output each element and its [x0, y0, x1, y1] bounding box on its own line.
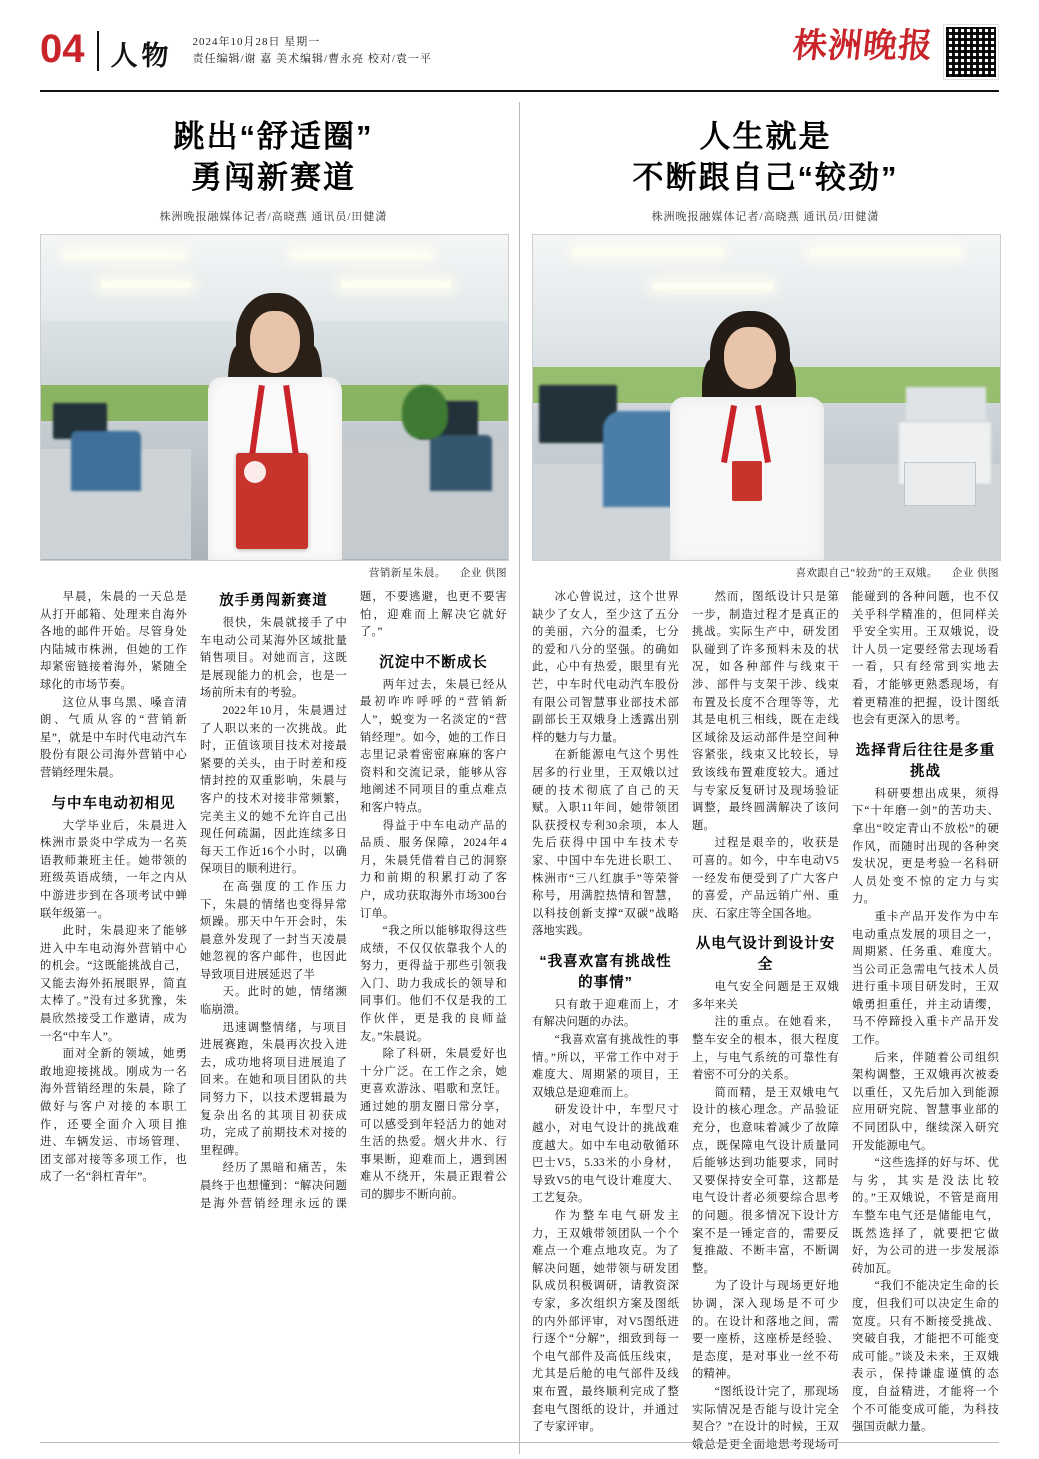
right-headline-line1: 人生就是	[699, 119, 832, 154]
paragraph: “我之所以能够取得这些成绩，不仅仅依靠我个人的努力，更得益于那些引领我入门、助力我成长的领导和同事们。他们不仅是我的工作伙伴，更是我的良师益友。”朱晨说。	[360, 925, 507, 1043]
paragraph: 2022年10月，朱晨遇过了人职以来的一次挑战。此时，正值该项目技术对接最紧要的关头，由于时差和疫情封控的双重影响，朱晨与客户的技术对接非常频繁，完美主义的她不允许自己出现任何疏漏，因此连续多日每天工作近16个小时，以确保项目的顺利进行。	[200, 704, 347, 876]
publication-date: 2024年10月28日 星期一	[192, 36, 321, 48]
paragraph: 电气安全问题是王双娥多年来关	[692, 981, 839, 1011]
right-photo-credit: 企业 供图	[951, 568, 999, 579]
subheading: “我喜欢富有挑战性的事情”	[539, 953, 672, 991]
editor-credits: 责任编辑/谢 嘉 美术编辑/曹永亮 校对/袁一平	[192, 53, 432, 65]
paragraph: “我们不能决定生命的长度，但我们可以决定生命的宽度。只有不断接受挑战、突破自我，才能把不可能变成可能。”谈及未来，王双娥表示，保持谦虚谨慎的态度，自益精进，才能将一个个不可能变成可能，为科技强国贡献力量。	[852, 1280, 999, 1434]
photo-subject	[180, 293, 370, 561]
paragraph: “这些选择的好与坏、优与劣，其实是没法比较的。”王双娥说，不管是商用车整车电气还是储能电气，既然选择了，就要把它做好，为公司的进一步发展添砖加瓦。	[852, 1157, 999, 1275]
paragraph: 天。此时的她，情绪濒临崩溃。	[200, 986, 347, 1017]
paragraph: 冰心曾说过，这个世界缺少了女人，至少这了五分的美丽，六分的温柔，七分的爱和八分的坚强。的确如此，心中有热爱，眼里有光芒，中车时代电动汽车股份有限公司智慧事业部技术部副部长王双娥身上透露出别样的魅力与力量。	[532, 591, 679, 744]
paragraph: 得益于中车电动产品的品质、服务保障，2024年4月，朱晨凭借着自己的洞察力和前期的积累打动了客户，成功获取海外市场300台订单。	[360, 819, 507, 920]
section-title: 人物	[110, 41, 173, 71]
right-article-photo	[532, 234, 1001, 561]
paragraph: 在新能源电气这个男性居多的行业里，王双娥以过硬的技术彻底了自己的天赋。入职11年间，她带领团队获授权专利30余项，本人先后获得中国中车技术专家、中国中车先进长职工、株洲市“三八红旗手”等荣誉称号，用满腔热情和智慧，以科技创新支撑“双碳”战略落地实践。	[532, 749, 679, 938]
paragraph: “图纸设计完了，那现场实际情况是否能与设计完全契合？”在设计的时候，王双娥总是更全面地思考现场可能碰到的各种问题，也不仅关乎科学精准的，但同样关乎安全实用。王双娥说，设计人员一定要经常去现场看一看，只有经常到实地去看，才能够更熟悉现场，有着更精准的把握，设计图纸也会有更深入的思考。	[692, 591, 999, 1451]
subheading: 与中车电动初相见	[51, 795, 176, 812]
right-photo-caption: 喜欢跟自己“较劲”的王双娥。 企业 供图	[795, 568, 999, 579]
left-headline-line1: 跳出“舒适圈”	[173, 119, 374, 154]
masthead	[40, 28, 999, 92]
paper-logo: 株洲晚报	[791, 28, 935, 65]
paragraph: 大学毕业后，朱晨进入株洲市景炎中学成为一名英语教师兼班主任。她带领的班级英语成绩，一年之内从中游进步到在各项考试中蝉联年级第一。	[40, 819, 187, 920]
page-bottom-rule	[40, 1442, 999, 1443]
paragraph: 只有敢于迎难而上，才有解决问题的办法。	[532, 998, 679, 1029]
paragraph: 为了设计与现场更好地协调，深入现场是不可少的。在设计和落地之间，需要一座桥，这座桥是经验、是态度，是对事业一丝不苟的精神。	[692, 1280, 839, 1381]
left-photo-caption: 营销新星朱晨。 企业 供图	[368, 568, 507, 579]
paragraph: 过程是艰辛的，收获是可喜的。如今，中车电动V5一经发布便受到了广大客户的喜爱，产品远销广州、重庆、石家庄等全国各地。	[692, 837, 839, 920]
subheading: 从电气设计到设计安全	[695, 936, 836, 974]
right-byline: 株洲晚报融媒体记者/高晓燕 通讯员/田健潇	[651, 211, 880, 223]
paragraph: 很快，朱晨就接手了中车电动公司某海外区域批量销售项目。对她而言，这既是展现能力的机会，也是一场前所未有的考验。	[200, 617, 347, 700]
masthead-divider	[97, 31, 99, 71]
paragraph: 注的重点。在她看来，整车安全的根本，很大程度上，与电气系统的可靠性有着密不可分的关系。	[692, 1016, 839, 1082]
left-article	[40, 102, 520, 1454]
subheading: 选择背后往往是多重挑战	[855, 742, 996, 780]
left-article-body	[40, 589, 507, 1213]
paragraph: 然而，图纸设计只是第一步，制造过程才是真正的挑战。实际生产中，研发团队碰到了许多预料未及的状况，如各种部件与线束干涉、部件与支架干涉、线束布置及长度不合理等等，尤其是电机三相线，既在走线区域徐及运动部件是空间种容紧张，线束又比较长，导致该线布置难度较大。通过与专家反复研讨及现场验证调整，最终圆满解决了该问题。	[692, 591, 839, 832]
article-columns	[40, 102, 999, 1454]
paragraph: 科研要想出成果，须得下“十年磨一剑”的苦功夫、拿出“咬定青山不放松”的硬作风，而随时出现的各种突发状况，更是考验一名科研人员处变不惊的定力与实力。	[852, 787, 999, 906]
paragraph: 在高强度的工作压力下，朱晨的情绪也变得异常烦躁。那天中午开会时，朱晨意外发现了一封当天凌晨她忽视的客户邮件，也因此导致项目进展延迟了半	[200, 880, 347, 981]
paragraph: 面对全新的领域，她勇敢地迎接挑战。刚成为一名海外营销经理的朱晨，除了做好与客户对接的本职工作，还要全面介入项目推进、车辆发运、市场管理、团支部对接等多项工作，也成了一名“斜杠青年”。	[40, 1048, 187, 1184]
paragraph: 迅速调整情绪，与项目进展赛跑，朱晨再次投入进去，成功地将项目进展追了回来。在她和项目团队的共同努力下，以技术逻辑最为复杂出名的其项目初获成功，完成了前期技术对接的里程碑。	[200, 1021, 347, 1157]
left-byline: 株洲晚报融媒体记者/高晓燕 通讯员/田健潇	[159, 211, 388, 223]
left-headline	[40, 116, 507, 198]
paragraph: 此时，朱晨迎来了能够进入中车电动海外营销中心的机会。“这既能挑战自己，又能去海外拓展眼界，简直太棒了。”没有过多犹豫，朱晨欣然接受工作邀请，成为一名“中车人”。	[40, 925, 187, 1043]
paragraph: 重卡产品开发作为中车电动重点发展的项目之一，周期紧、任务重、难度大。当公司正急需电气技术人员进行重卡项目研发时，王双娥勇担重任，并主动请缨，马不停蹄投入重卡产品开发工作。	[852, 910, 999, 1047]
right-headline-line2: 不断跟自己“较劲”	[632, 160, 899, 195]
paragraph: 经历了黑暗和痛苦，朱晨终于也想懂到：“解决问题是海外营销经理永远的课题，不要逃避，也更不要害怕，迎难而上解决它就好了。”	[200, 591, 507, 1210]
paragraph: 作为整车电气研发主力，王双娥带领团队一个个难点一个难点地攻克。为了解决问题，她带领与研发团队成员积极调研，请教资深专家，多次组织方案及图纸的内外部评审，对V5图纸进行逐个“分解”，细致到每一个电气部件及高低压线束，尤其是后舱的电气部件及线束布置，最终顺利完成了整套电气图纸的设计，并通过了专家评审。	[532, 1210, 679, 1434]
subheading: 沉淀中不断成长	[379, 654, 488, 671]
page-number: 04	[40, 27, 85, 71]
paragraph: 研发设计中，车型尺寸越小，对电气设计的挑战难度越大。如中车电动敬循环巴士V5，5.33米的小身材，导致V5的电气设计难度大、工艺复杂。	[532, 1104, 679, 1205]
right-article	[520, 102, 999, 1454]
qr-code-icon[interactable]	[943, 24, 999, 80]
right-headline	[532, 116, 999, 198]
paragraph: 两年过去，朱晨已经从最初咋咋呼呼的“营销新人”，蜕变为一名淡定的“营销经理”。如今，她的工作日志里记录着密密麻麻的客户资料和交流记录，能够从容地阐述不同项目的重点难点和客户特点。	[360, 678, 507, 814]
masthead-brand	[793, 24, 999, 80]
paragraph: 早晨，朱晨的一天总是从打开邮箱、处理来自海外各地的邮件开始。尽管身处内陆城市株洲，但她的工作却紧密链接着海外，紧随全球化的市场节奏。	[40, 591, 187, 691]
left-headline-line2: 勇闯新赛道	[191, 160, 356, 195]
subheading: 放手勇闯新赛道	[219, 593, 328, 609]
masthead-meta	[193, 34, 432, 68]
paragraph: “我喜欢富有挑战性的事情。”所以，平常工作中对于难度大、周期紧的项目，王双娥总是迎难而上。	[532, 1034, 679, 1099]
left-photo-credit: 企业 供图	[459, 568, 507, 579]
left-article-photo	[40, 234, 509, 561]
paragraph: 除了科研，朱晨爱好也十分广泛。在工作之余，她更喜欢游泳、唱歌和烹饪。通过她的朋友圈日常分享，可以感受到年轻活力的她对生活的热爱。烟火井水、行事果断，迎难而上，遇到困难从不绕开，朱晨正跟着公司的脚步不断向前。	[360, 1048, 507, 1201]
paragraph: 这位从事乌黑、嗓音清朗、气质从容的“营销新星”，就是中车时代电动汽车股份有限公司海外营销中心营销经理朱晨。	[40, 696, 187, 779]
paragraph: 简而精，是王双娥电气设计的核心理念。产品验证充分，也意味着减少了故障点，既保障电气设计质量同后能够达到功能要求，同时又要保持安全可靠，这都是电气设计者必须要综合思考的问题。很多情况下设计方案不是一锤定音的，需要反复推敲、不断丰富，不断调整。	[692, 1086, 839, 1275]
photo-subject	[648, 311, 848, 561]
right-article-body	[532, 589, 999, 1454]
paragraph: 后来，伴随着公司组织架构调整，王双娥再次被委以重任，又先后加入到能源应用研究院、智慧事业部的不同团队中，继续深入研究开发能源电气。	[852, 1051, 999, 1152]
